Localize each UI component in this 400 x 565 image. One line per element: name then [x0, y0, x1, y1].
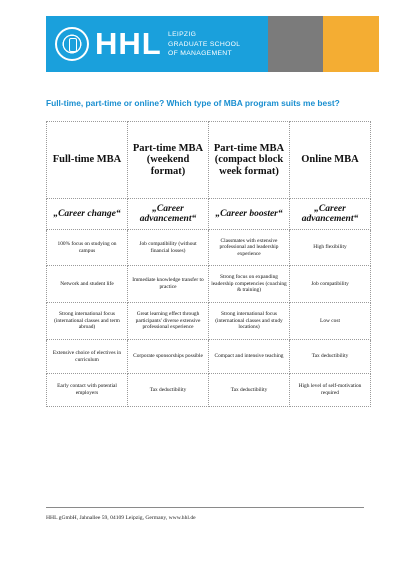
table-cell: Compact and intensive teaching	[209, 340, 290, 374]
table-cell: Tax deductibility	[209, 374, 290, 407]
slogan-row	[47, 199, 371, 230]
column-header-part-time-block: Part-time MBA (compact block week format)	[209, 122, 290, 199]
table-row	[47, 374, 371, 407]
header-blue-block	[46, 16, 268, 72]
table-cell: Network and student life	[47, 266, 128, 303]
table-cell: High flexibility	[290, 230, 371, 266]
slogan-cell: „Career advancement“	[290, 199, 371, 230]
table-cell: Low cost	[290, 303, 371, 340]
footer-divider	[46, 507, 364, 508]
table-cell: Job compatibility	[290, 266, 371, 303]
header-band	[46, 16, 379, 72]
table-row	[47, 266, 371, 303]
brand-subtitle-line: LEIPZIG	[168, 31, 197, 38]
mba-comparison-table	[46, 121, 371, 407]
table-row	[47, 230, 371, 266]
brand-logo-text: HHL	[95, 26, 162, 61]
slogan-cell: „Career change“	[47, 199, 128, 230]
table-cell: Tax deductibility	[290, 340, 371, 374]
table-cell: Classmates with extensive professional and leadership experience	[209, 230, 290, 266]
table-cell: Strong international focus (international classes and study locations)	[209, 303, 290, 340]
column-header-online: Online MBA	[290, 122, 371, 199]
table-row	[47, 340, 371, 374]
column-header-full-time: Full-time MBA	[47, 122, 128, 199]
table-cell: Corporate sponsorships possible	[128, 340, 209, 374]
table-cell: 100% focus on studying on campus	[47, 230, 128, 266]
header-gray-block	[268, 16, 323, 72]
table-cell: Tax deductibility	[128, 374, 209, 407]
slogan-cell: „Career advancement“	[128, 199, 209, 230]
brand-subtitle-line: OF MANAGEMENT	[168, 50, 232, 58]
slogan-cell: „Career booster“	[209, 199, 290, 230]
table-cell: Immediate knowledge transfer to practice	[128, 266, 209, 303]
header-orange-block	[323, 16, 379, 72]
brand-subtitle-line: GRADUATE SCHOOL	[168, 40, 241, 48]
table-row	[47, 303, 371, 340]
table-cell: Strong focus on expanding leadership competencies (coaching & training)	[209, 266, 290, 303]
table-cell: Early contact with potential employers	[47, 374, 128, 407]
footer-address: HHL gGmbH, Jahnallee 59, 04109 Leipzig, Germany, www.hhl.de	[46, 515, 196, 521]
university-seal-icon	[55, 27, 89, 61]
table-cell: High level of self-motivation required	[290, 374, 371, 407]
brand-subtitle	[168, 30, 240, 59]
column-header-part-time-weekend: Part-time MBA (weekend format)	[128, 122, 209, 199]
table-cell: Job compatibility (without financial losses)	[128, 230, 209, 266]
table-cell: Strong international focus (international classes and term abroad)	[47, 303, 128, 340]
table-cell: Extensive choice of electives in curriculum	[47, 340, 128, 374]
table-cell: Great learning effect through participants' diverse extensive professional experience	[128, 303, 209, 340]
table-header-row	[47, 122, 371, 199]
page-heading: Full-time, part-time or online? Which type of MBA program suits me best?	[46, 98, 340, 108]
